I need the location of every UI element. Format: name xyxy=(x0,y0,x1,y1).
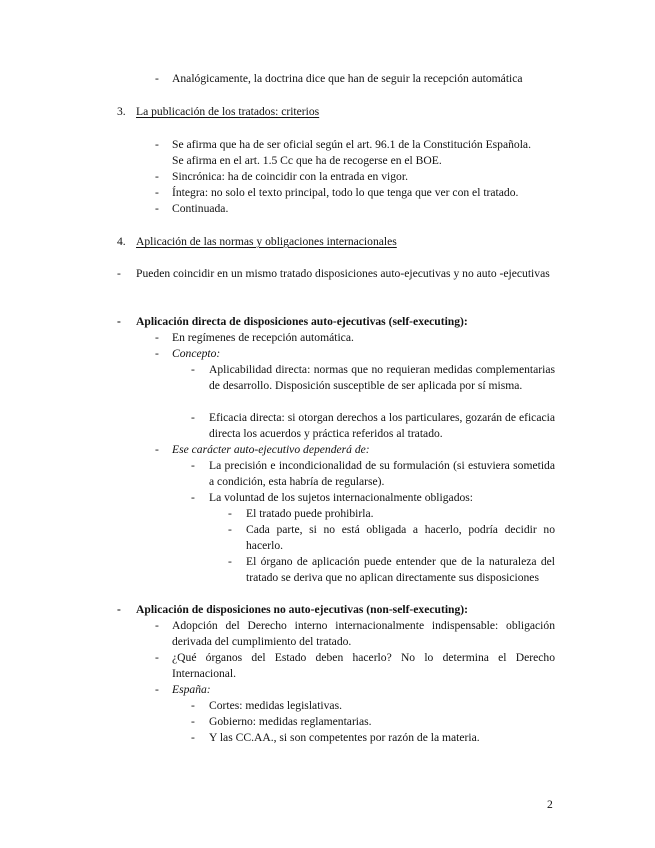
list-item: ¿Qué órganos del Estado deben hacerlo? No lo determina el Derecho Internacional. xyxy=(172,651,555,681)
bullet-dash: - xyxy=(155,683,159,696)
page-number: 2 xyxy=(547,798,553,811)
bullet-dash: - xyxy=(191,411,195,424)
bullet-dash: - xyxy=(191,699,195,712)
list-item: Adopción del Derecho interno internacionalmente indispensable: obligación derivada del cumplimiento del tratado. xyxy=(172,619,555,649)
bullet-dash: - xyxy=(117,315,121,328)
section-title: La publicación de los tratados: criterios xyxy=(136,105,320,118)
bullet-dash: - xyxy=(191,459,195,472)
list-item: En regímenes de recepción automática. xyxy=(172,331,354,344)
bullet-dash: - xyxy=(155,331,159,344)
bullet-dash: - xyxy=(191,363,195,376)
subheading: Aplicación de disposiciones no auto-ejecutivas (non-self-executing): xyxy=(136,603,469,616)
list-item: El tratado puede prohibirla. xyxy=(246,507,374,520)
list-item: Aplicabilidad directa: normas que no requieran medidas complementarias de desarrollo. Disposición susceptible de ser aplicada por sí misma. xyxy=(209,363,555,393)
list-item-continued: Se afirma en el art. 1.5 Cc que ha de recogerse en el BOE. xyxy=(172,154,442,167)
list-item: Se afirma que ha de ser oficial según el art. 96.1 de la Constitución Española. xyxy=(172,138,531,151)
bullet-dash: - xyxy=(155,72,159,85)
bullet-dash: - xyxy=(155,651,159,664)
paragraph: Pueden coincidir en un mismo tratado disposiciones auto-ejecutivas y no auto -ejecutivas xyxy=(136,267,550,280)
bullet-dash: - xyxy=(155,186,159,199)
bullet-dash: - xyxy=(155,347,159,360)
list-item: Continuada. xyxy=(172,202,229,215)
list-item: La voluntad de los sujetos internacionalmente obligados: xyxy=(209,491,474,504)
bullet-dash: - xyxy=(191,491,195,504)
list-item: Eficacia directa: si otorgan derechos a los particulares, gozarán de eficacia directa los acuerdos y práctica referidos al tratado. xyxy=(209,411,555,441)
bullet-dash: - xyxy=(117,603,121,616)
bullet-dash: - xyxy=(117,267,121,280)
list-item: Cada parte, si no está obligada a hacerlo, podría decidir no hacerlo. xyxy=(246,523,555,553)
list-item: España: xyxy=(172,683,211,696)
list-item: El órgano de aplicación puede entender que de la naturaleza del tratado se deriva que no aplican directamente sus disposiciones xyxy=(246,555,555,585)
bullet-dash: - xyxy=(155,619,159,632)
list-item: La precisión e incondicionalidad de su formulación (si estuviera sometida a condición, esta habría de regularse). xyxy=(209,459,555,489)
list-item: Gobierno: medidas reglamentarias. xyxy=(209,715,372,728)
list-item: Y las CC.AA., si son competentes por razón de la materia. xyxy=(209,731,480,744)
section-number: 3. xyxy=(117,105,126,118)
bullet-dash: - xyxy=(228,523,232,536)
list-item: Sincrónica: ha de coincidir con la entrada en vigor. xyxy=(172,170,408,183)
bullet-dash: - xyxy=(191,715,195,728)
list-item: Cortes: medidas legislativas. xyxy=(209,699,342,712)
bullet-dash: - xyxy=(228,555,232,568)
list-item: Concepto: xyxy=(172,347,221,360)
list-item: Analógicamente, la doctrina dice que han de seguir la recepción automática xyxy=(172,72,523,85)
section-number: 4. xyxy=(117,235,126,248)
section-title: Aplicación de las normas y obligaciones internacionales xyxy=(136,235,397,248)
bullet-dash: - xyxy=(155,202,159,215)
bullet-dash: - xyxy=(155,138,159,151)
list-item: Ese carácter auto-ejecutivo dependerá de: xyxy=(172,443,370,456)
bullet-dash: - xyxy=(228,507,232,520)
bullet-dash: - xyxy=(155,170,159,183)
bullet-dash: - xyxy=(191,731,195,744)
list-item: Íntegra: no solo el texto principal, todo lo que tenga que ver con el tratado. xyxy=(172,186,519,199)
subheading: Aplicación directa de disposiciones auto-ejecutivas (self-executing): xyxy=(136,315,468,328)
bullet-dash: - xyxy=(155,443,159,456)
